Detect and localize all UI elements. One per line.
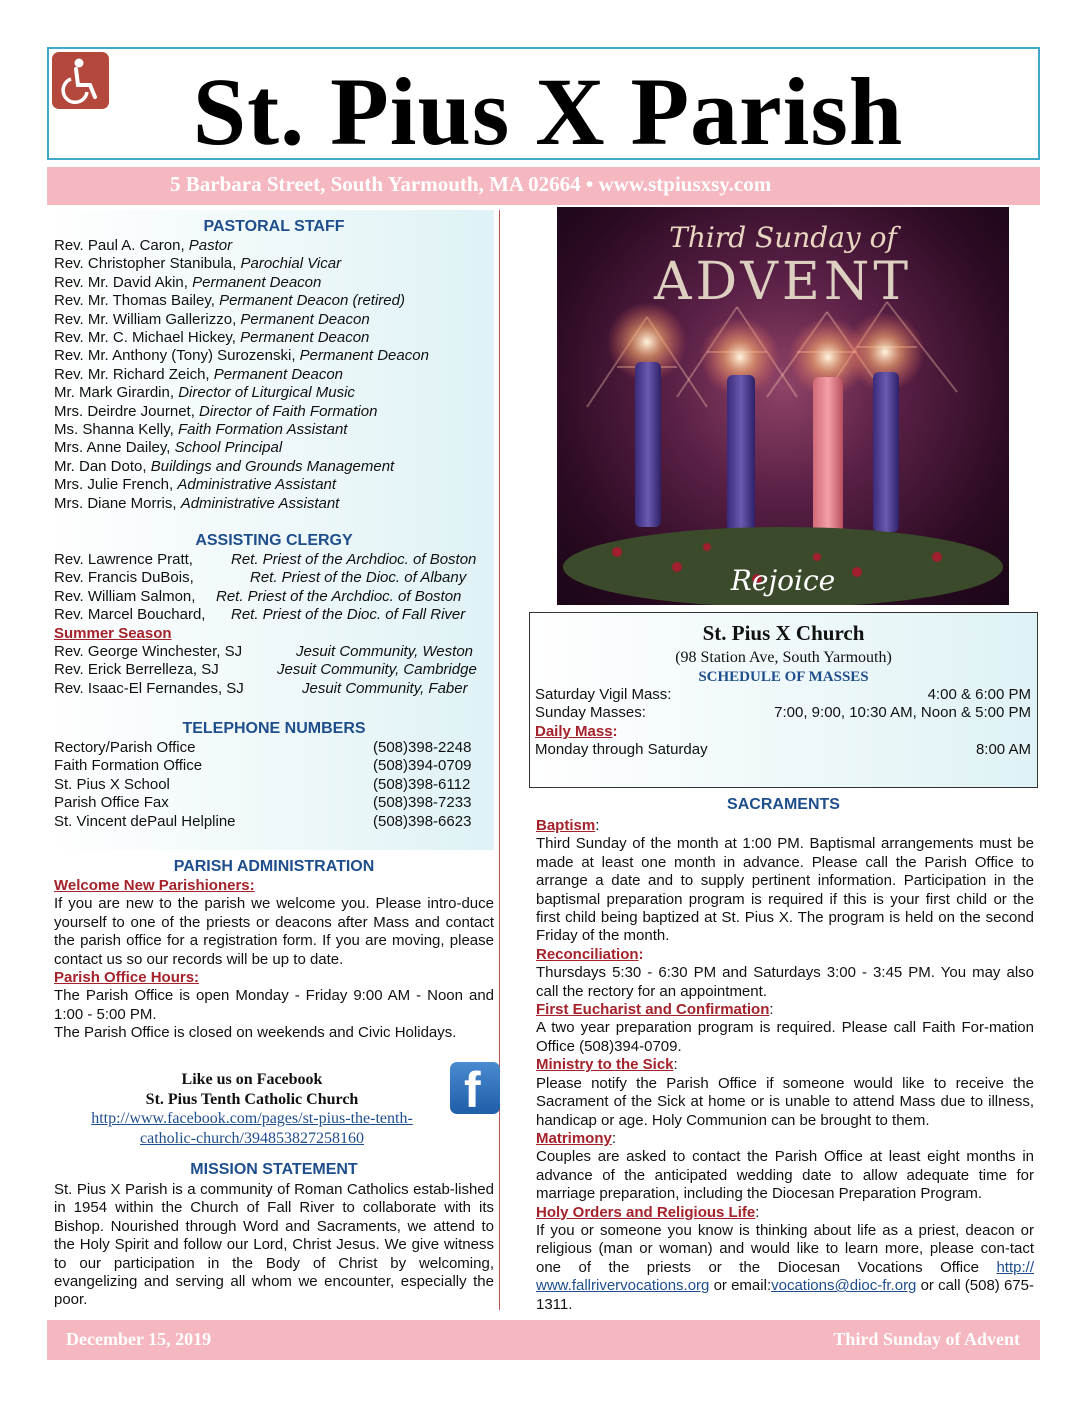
- facebook-url-link[interactable]: http://www.facebook.com/pages/st-pius-the-tenth-: [91, 1110, 413, 1127]
- church-address: (98 Station Ave, South Yarmouth): [675, 649, 892, 666]
- staff-row: Ms. Shanna Kelly, Faith Formation Assistant: [54, 421, 348, 439]
- telephone-list: [54, 739, 484, 831]
- mass-row: Saturday Vigil Mass: 4:00 & 6:00 PM: [535, 686, 1031, 703]
- phone-row: Parish Office Fax (508)398-7233: [54, 794, 472, 812]
- office-closed-text: The Parish Office is closed on weekends and Civic Holidays.: [54, 1024, 457, 1042]
- facebook-block: [52, 1070, 452, 1148]
- mass-row: Sunday Masses: 7:00, 9:00, 10:30 AM, Noon & 5:00 PM: [535, 704, 1031, 722]
- bulletin-date: December 15, 2019: [66, 1329, 212, 1349]
- liturgical-occasion: Third Sunday of Advent: [833, 1329, 1020, 1349]
- facebook-url-link-cont[interactable]: catholic-church/394853827258160: [140, 1129, 364, 1147]
- baptism-label: Baptism: [536, 817, 596, 834]
- mission-heading: MISSION STATEMENT: [190, 1161, 358, 1178]
- summer-season-label: Summer Season: [54, 624, 172, 642]
- staff-row: Rev. Mr. Richard Zeich, Permanent Deacon: [54, 365, 344, 383]
- sick-ministry-label: Ministry to the Sick: [536, 1056, 674, 1074]
- advent-image-subtitle: Third Sunday of: [669, 221, 897, 254]
- phone-row: St. Pius X School (508)398-6112: [54, 775, 471, 793]
- vocations-link[interactable]: http://: [996, 1258, 1034, 1276]
- clergy-row: Rev. Marcel Bouchard, Ret. Priest of the Dioc. of Fall River: [54, 606, 466, 624]
- purple-candle: [635, 362, 661, 527]
- clergy-row: Rev. Erick Berrelleza, SJ Jesuit Community, Cambridge: [54, 661, 477, 679]
- vocations-email-link[interactable]: vocations@dioc-fr.org: [771, 1277, 917, 1295]
- facebook-icon[interactable]: f: [450, 1062, 500, 1114]
- baptism-text: Third Sunday of the month at 1:00 PM. Baptismal arrangements must be made at least one month in advance. Please call the Parish Office to arrange a date and to supply pertinent information. Participation in the baptismal preparation program is required if this is your first child or the first child being baptized at St. Pius X. The program is held on the second Friday of the month.: [536, 835, 1034, 945]
- phone-row: Rectory/Parish Office (508)398-2248: [54, 739, 472, 756]
- staff-row: Rev. Paul A. Caron, Pastor: [54, 237, 233, 254]
- facebook-like-text: Like us on Facebook: [181, 1071, 323, 1088]
- assisting-clergy-heading: ASSISTING CLERGY: [195, 532, 353, 549]
- welcome-label: Welcome New Parishioners:: [54, 877, 255, 894]
- clergy-row: Rev. Francis DuBois, Ret. Priest of the Dioc. of Albany: [54, 569, 467, 587]
- schedule-heading: SCHEDULE OF MASSES: [698, 669, 869, 685]
- staff-row: Mr. Mark Girardin, Director of Liturgical Music: [54, 384, 355, 402]
- staff-row: Rev. Christopher Stanibula, Parochial Vicar: [54, 255, 342, 273]
- staff-row: Mrs. Julie French, Administrative Assistant: [54, 476, 337, 494]
- office-hours-label: Parish Office Hours:: [54, 969, 200, 987]
- advent-candles-image: [557, 207, 1009, 605]
- office-hours-text: The Parish Office is open Monday - Friday 9:00 AM - Noon and 1:00 - 5:00 PM.: [54, 987, 494, 1023]
- pastoral-staff-heading: PASTORAL STAFF: [203, 218, 345, 235]
- advent-image-title: ADVENT: [653, 252, 913, 312]
- staff-row: Rev. Mr. Anthony (Tony) Surozenski, Permanent Deacon: [54, 347, 429, 365]
- staff-row: Mrs. Diane Morris, Administrative Assistant: [54, 494, 340, 512]
- church-name: St. Pius X Church: [702, 621, 865, 645]
- parish-address: 5 Barbara Street, South Yarmouth, MA 02664 • www.stpiusxsy.com: [170, 172, 772, 196]
- sacraments-body: Baptism: Third Sunday of the month at 1:00 PM. Baptismal arrangements must be made at least one month in advance. Please call the Parish Office to arrange a date and to supply pertinent information. Participation in the baptismal preparation program is required if this is your first child or the first child being baptized at St. Pius X. The program is held on the second Friday of the month. Reconciliation: Thursdays 5:30 - 6:30 PM and Saturdays 3:00 - 3:45 PM. You may also call the rectory for an appointment. First Eucharist and Confirmation: A two year preparation program is required. Please call Faith For-mation Office (508)394-0709. Ministry to the Sick: Please notify the Parish Office if someone would like to receive the Sacrament of the Sick at home or is unable to attend Mass due to illness, handicap or age. Holy Communion can be brought to them. Matrimony: Couples are asked to contact the Parish Office at least eight months in advance of the anticipated wedding date to allow adequate time for marriage preparation, including the Diocesan Preparation Program. Holy Orders and Religious Life: If you or someone you know is thinking about life as a priest, deacon or religious (man or woman) and would like to learn more, please con-tact one of the priests or the Diocesan Vocations Office http:// www.fallrivervocations.org or email:vocations@dioc-fr.org or call (508) 675-1311.: [536, 817, 1034, 1313]
- parish-administration-heading: PARISH ADMINISTRATION: [173, 858, 375, 875]
- sick-ministry-text: Please notify the Parish Office if someone would like to receive the Sacrament of the Sick at home or is unable to attend Mass due to illness, handicap or age. Holy Communion can be brought to them.: [536, 1074, 1034, 1129]
- pink-candle: [813, 377, 843, 552]
- phone-row: Faith Formation Office (508)394-0709: [54, 757, 472, 775]
- clergy-row: Rev. George Winchester, SJ Jesuit Community, Weston: [54, 642, 474, 660]
- staff-row: Rev. Mr. David Akin, Permanent Deacon: [54, 273, 322, 291]
- assisting-clergy-list: [54, 551, 494, 698]
- clergy-row: Rev. Lawrence Pratt, Ret. Priest of the Archdioc. of Boston: [54, 551, 477, 568]
- eucharist-text: A two year preparation program is required. Please call Faith For-mation Office (508)394-0709.: [536, 1019, 1034, 1055]
- matrimony-text: Couples are asked to contact the Parish Office at least eight months in advance of the anticipated wedding date to allow adequate time for marriage preparation, including the Diocesan Preparation Program.: [536, 1148, 1034, 1203]
- staff-row: Mr. Dan Doto, Buildings and Grounds Management: [54, 457, 395, 475]
- purple-candle: [873, 372, 899, 532]
- facebook-page-name: St. Pius Tenth Catholic Church: [145, 1090, 359, 1108]
- pastoral-staff-list: [54, 237, 429, 513]
- staff-row: Mrs. Anne Dailey, School Principal: [54, 439, 283, 457]
- parish-administration-body: [54, 877, 494, 1043]
- staff-row: Mrs. Deirdre Journet, Director of Faith Formation: [54, 402, 378, 420]
- page-title: St. Pius X Parish: [192, 58, 904, 165]
- sacraments-heading: SACRAMENTS: [727, 796, 840, 813]
- staff-row: Rev. Mr. C. Michael Hickey, Permanent Deacon: [54, 329, 370, 347]
- column-divider: [499, 210, 500, 1310]
- clergy-row: Rev. Isaac-El Fernandes, SJ Jesuit Community, Faber: [54, 679, 468, 697]
- clergy-row: Rev. William Salmon, Ret. Priest of the Archdioc. of Boston: [54, 587, 462, 605]
- holy-orders-text: If you or someone you know is thinking about life as a priest, deacon or religious (man or woman) and would like to learn more, please con-tact one of the priests or the Diocesan Vocations Office http:// www.fallrivervocations.org or email:vocations@dioc-fr.org or call (508) 675-1311.: [536, 1221, 1034, 1313]
- staff-row: Rev. Mr. Thomas Bailey, Permanent Deacon (retired): [54, 292, 405, 310]
- mission-text: St. Pius X Parish is a community of Roman Catholics estab-lished in 1954 within the Church of Fall River to collaborate with its Bishop. Nourished through Word and Sacraments, we attend to the Holy Spirit and follow our Lord, Christ Jesus. We give witness to our participation in the Body of Christ by welcoming, evangelizing and serving all whom we encounter, especially the poor.: [54, 1181, 494, 1309]
- advent-image-caption: Rejoice: [730, 564, 836, 597]
- staff-row: Rev. Mr. William Gallerizzo, Permanent Deacon: [54, 310, 370, 328]
- matrimony-label: Matrimony: [536, 1129, 612, 1147]
- mass-times: [535, 686, 1031, 760]
- phone-row: St. Vincent dePaul Helpline (508)398-6623: [54, 812, 472, 830]
- telephone-heading: TELEPHONE NUMBERS: [182, 720, 366, 737]
- reconciliation-label: Reconciliation: [536, 945, 639, 963]
- holy-orders-label: Holy Orders and Religious Life: [536, 1203, 756, 1221]
- welcome-text: If you are new to the parish we welcome you. Please intro-duce yourself to one of the priests or deacons after Mass and contact the parish office for a registration form. If you are moving, please contact us so our records will be up to date.: [54, 895, 494, 968]
- vocations-link-cont[interactable]: www.fallrivervocations.org: [536, 1277, 710, 1295]
- daily-mass-label: Daily Mass:: [535, 722, 618, 740]
- mass-row: Monday through Saturday 8:00 AM: [535, 741, 1031, 759]
- reconciliation-text: Thursdays 5:30 - 6:30 PM and Saturdays 3:00 - 3:45 PM. You may also call the rectory for an appointment.: [536, 964, 1034, 1000]
- eucharist-label: First Eucharist and Confirmation: [536, 1001, 770, 1019]
